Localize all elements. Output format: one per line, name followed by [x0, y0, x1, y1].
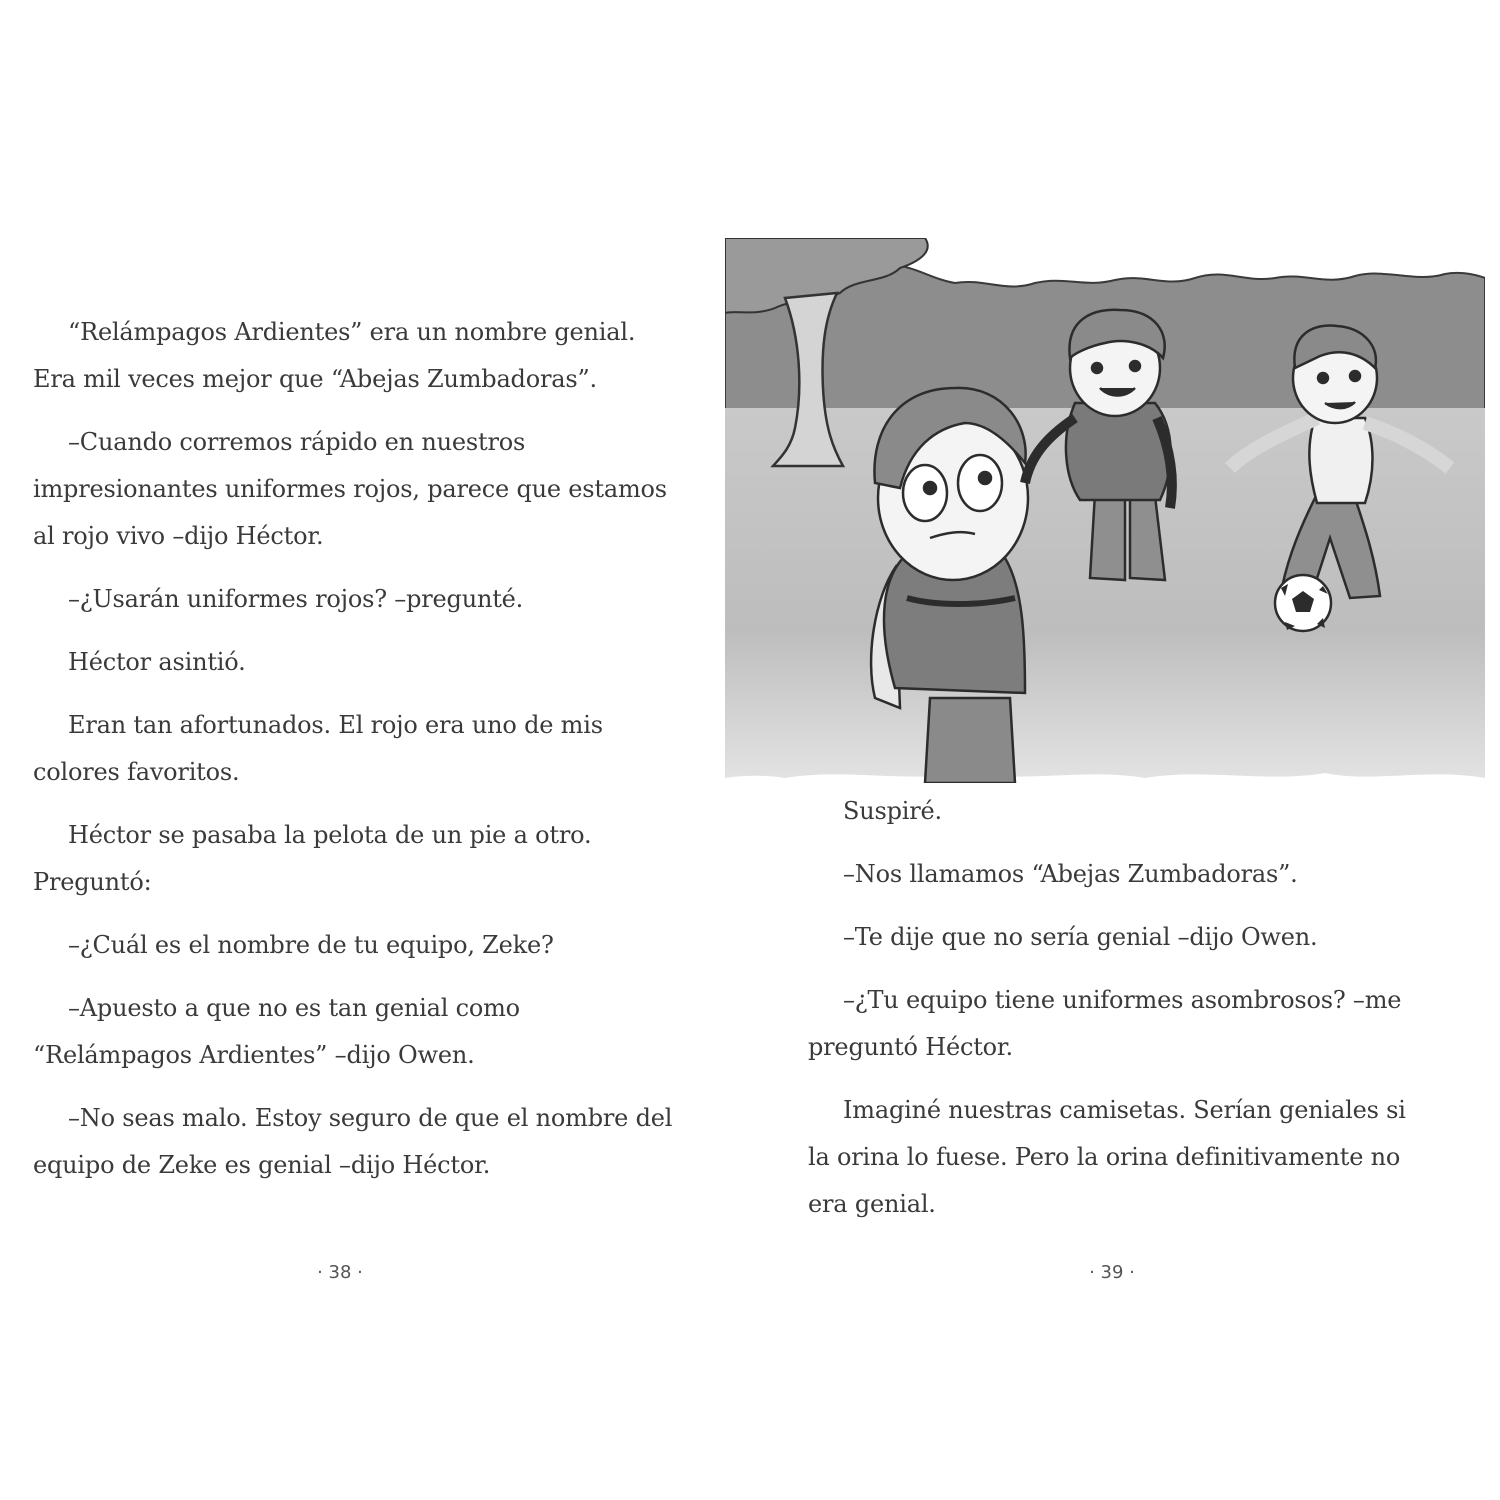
- paragraph: Imaginé nuestras camisetas. Serían geniales si la orina lo fuese. Pero la orina definitivamente no era genial.: [808, 1096, 1406, 1218]
- left-page: [0, 0, 730, 1500]
- paragraph: “Relámpagos Ardientes” era un nombre genial. Era mil veces mejor que “Abejas Zumbadoras”.: [33, 318, 636, 393]
- paragraph: Héctor se pasaba la pelota de un pie a otro. Preguntó:: [33, 821, 592, 896]
- left-page-text: [33, 309, 673, 1205]
- page-number: · 39 ·: [1089, 1262, 1135, 1283]
- paragraph: –Apuesto a que no es tan genial como “Relámpagos Ardientes” –dijo Owen.: [33, 994, 520, 1069]
- boys-playing-soccer-illustration: [725, 238, 1485, 783]
- paragraph: Héctor asintió.: [68, 648, 246, 676]
- paragraph: –¿Cuál es el nombre de tu equipo, Zeke?: [68, 931, 554, 959]
- right-page: [730, 0, 1500, 1500]
- paragraph: –Nos llamamos “Abejas Zumbadoras”.: [843, 860, 1298, 888]
- soccer-ball: [1275, 575, 1331, 631]
- paragraph: –Cuando corremos rápido en nuestros impresionantes uniformes rojos, parece que estamos al rojo vivo –dijo Héctor.: [33, 428, 667, 550]
- paragraph: –Te dije que no sería genial –dijo Owen.: [843, 923, 1318, 951]
- paragraph: Eran tan afortunados. El rojo era uno de mis colores favoritos.: [33, 711, 603, 786]
- paragraph: Suspiré.: [843, 797, 942, 825]
- right-page-text: [808, 788, 1408, 1244]
- page-number: · 38 ·: [317, 1262, 363, 1283]
- paragraph: –¿Tu equipo tiene uniformes asombrosos? –me preguntó Héctor.: [808, 986, 1402, 1061]
- paragraph: –¿Usarán uniformes rojos? –pregunté.: [68, 585, 524, 613]
- paragraph: –No seas malo. Estoy seguro de que el nombre del equipo de Zeke es genial –dijo Héctor.: [33, 1104, 673, 1179]
